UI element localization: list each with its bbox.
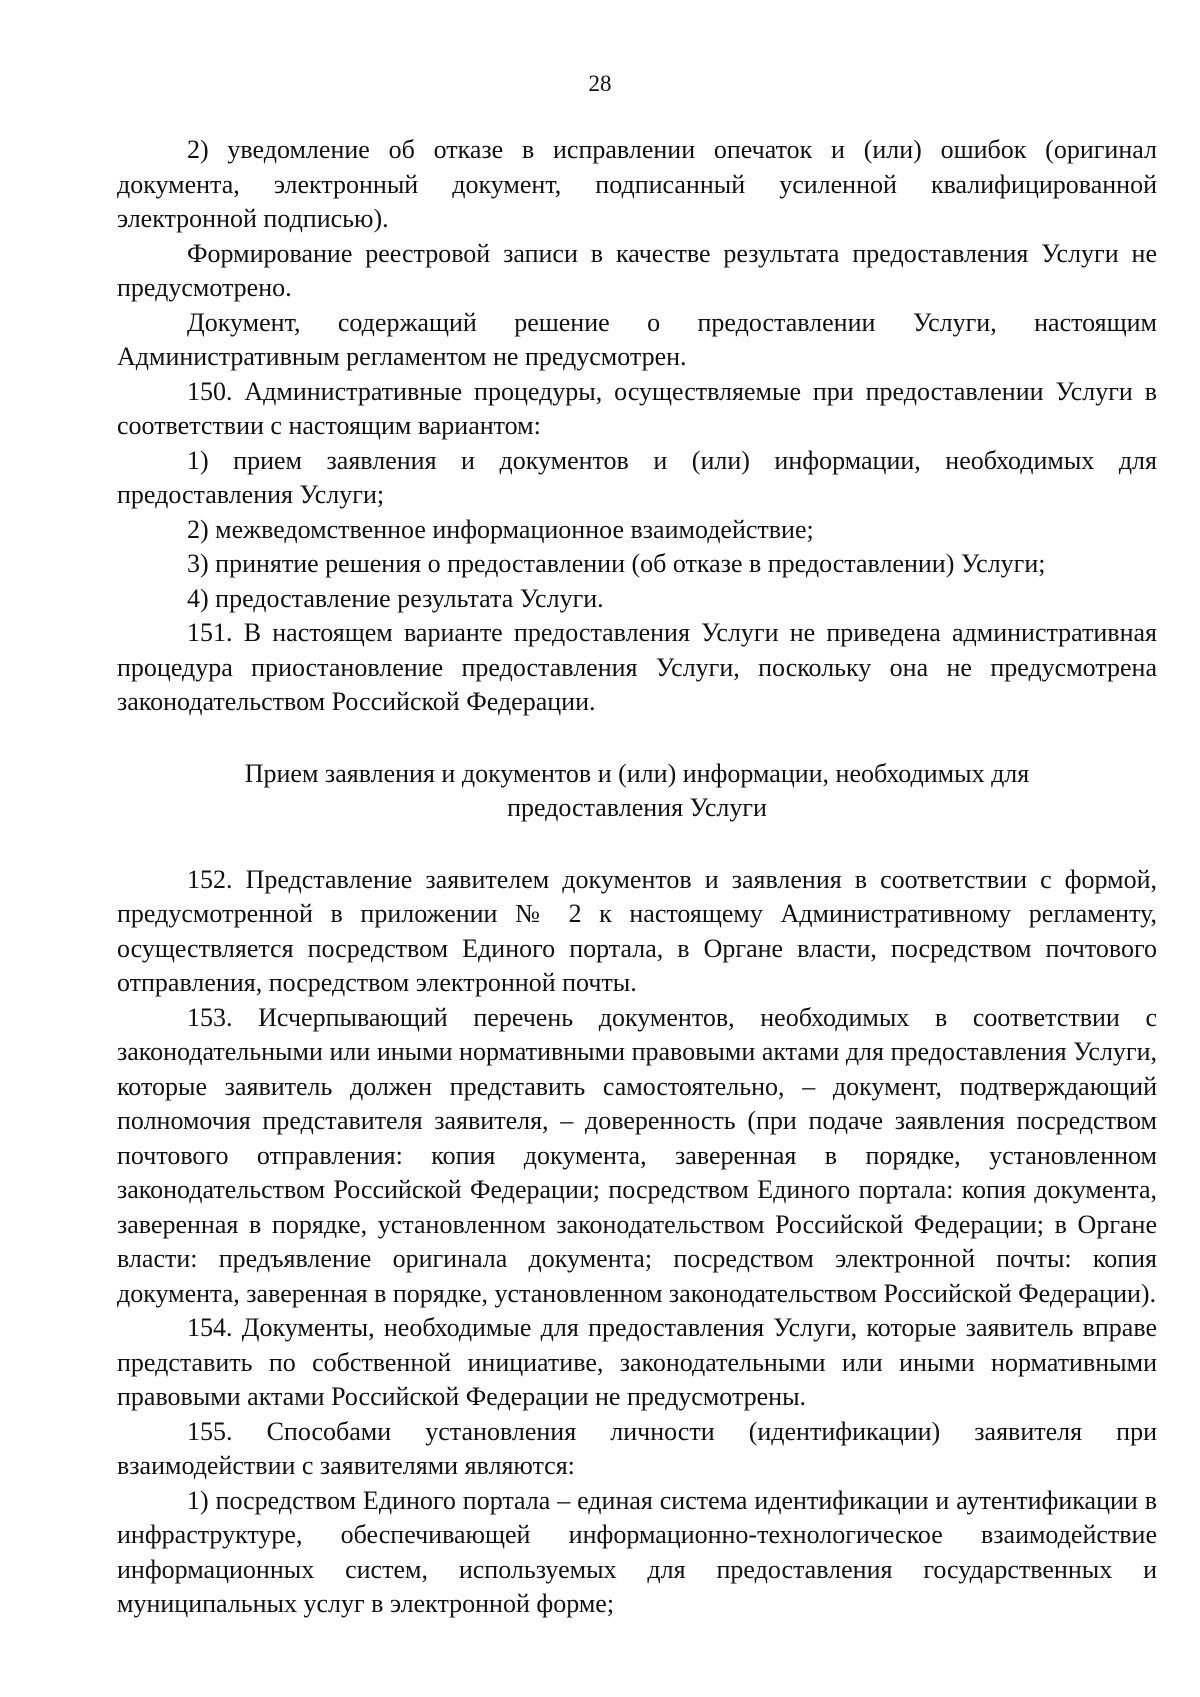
paragraph-result-item-2: 2) уведомление об отказе в исправлении опечаток и (или) ошибок (оригинал документа, электронный документ, подписанный усиленной квалифицированной электронной подписью). — [117, 135, 1157, 233]
paragraph-152: 152. Представление заявителем документов и заявления в соответствии с формой, предусмотренной в приложении № 2 к настоящему Административному регламенту, осуществляется посредством Единого портала, в Органе власти, посредством почтового отправления, посредством электронной почты. — [117, 864, 1157, 997]
document-body — [117, 133, 1157, 1622]
list-item-procedure-2: 2) межведомственное информационное взаимодействие; — [187, 514, 814, 544]
list-item-procedure-1: 1) прием заявления и документов и (или) информации, необходимых для предоставления Услуги; — [117, 445, 1157, 509]
paragraph-150: 150. Административные процедуры, осуществляемые при предоставлении Услуги в соответствии с настоящим вариантом: — [117, 376, 1157, 440]
paragraph-154: 154. Документы, необходимые для предоставления Услуги, которые заявитель вправе представить по собственной инициативе, законодательными или иными нормативными правовыми актами Российской Федерации не предусмотрены. — [117, 1313, 1157, 1411]
section-heading — [117, 757, 1157, 826]
paragraph-155: 155. Способами установления личности (идентификации) заявителя при взаимодействии с заявителями являются: — [117, 1416, 1157, 1480]
list-item-procedure-3: 3) принятие решения о предоставлении (об отказе в предоставлении) Услуги; — [187, 549, 1046, 578]
page-number: 28 — [588, 71, 612, 96]
paragraph-153: 153. Исчерпывающий перечень документов, необходимых в соответствии с законодательными или иными нормативными правовыми актами для предоставления Услуги, которые заявитель должен представить самостоятельно, – документ, подтверждающий полномочия представителя заявителя, – доверенность (при подаче заявления посредством почтового отправления: копия документа, заверенная в порядке, установленном законодательством Российской Федерации; посредством Единого портала: копия документа, заверенная в порядке, установленном законодательством Российской Федерации; в Органе власти: предъявление оригинала документа; посредством электронной почты: копия документа, заверенная в порядке, установленном законодательством Российской Федерации). — [117, 1002, 1157, 1308]
list-item-procedure-4: 4) предоставление результата Услуги. — [187, 583, 604, 613]
section-heading-line-2: предоставления Услуги — [507, 793, 767, 822]
paragraph-decision-document: Документ, содержащий решение о предоставлении Услуги, настоящим Административным регламентом не предусмотрен. — [117, 307, 1157, 371]
list-item-identification-1: 1) посредством Единого портала – единая система идентификации и аутентификации в инфраструктуре, обеспечивающей информационно-технологическое взаимодействие информационных систем, используемых для предоставления государственных и муниципальных услуг в электронной форме; — [117, 1485, 1157, 1618]
section-heading-line-1: Прием заявления и документов и (или) информации, необходимых для — [244, 758, 1030, 788]
paragraph-151: 151. В настоящем варианте предоставления Услуги не приведена административная процедура приостановление предоставления Услуги, поскольку она не предусмотрена законодательством Российской Федерации. — [117, 618, 1157, 716]
paragraph-registry-record: Формирование реестровой записи в качестве результата предоставления Услуги не предусмотрено. — [117, 238, 1157, 302]
